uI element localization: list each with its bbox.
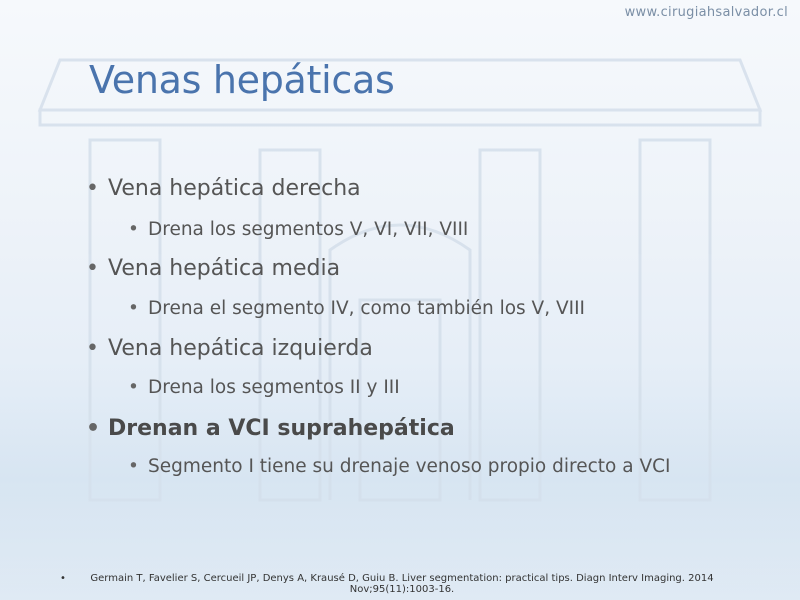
bullet-item [86,176,361,201]
bullet-icon: • [86,256,99,281]
bullet-label: Vena hepática izquierda [108,336,373,361]
bullet-label: Vena hepática derecha [108,176,361,201]
sub-bullet-label: Drena los segmentos II y III [148,377,400,398]
sub-bullet-label: Drena el segmento IV, como también los V, VIII [148,298,585,319]
bullet-icon: • [86,336,99,361]
slide-title: Venas hepáticas [89,58,395,102]
reference-text: Germain T, Favelier S, Cercueil JP, Denys A, Krausé D, Guiu B. Liver segmentation: practical tips. Diagn Interv Imaging. 2014 Nov;95(11):1003-16. [90,573,714,595]
bullet-label: Vena hepática media [108,256,341,281]
sub-bullet-label: Segmento I tiene su drenaje venoso propio directo a VCI [148,456,671,477]
bullet-icon: • [128,219,139,240]
sub-bullet-label: Drena los segmentos V, VI, VII, VIII [148,219,469,240]
bullet-icon: • [128,298,139,319]
bullet-icon: • [128,377,139,398]
bullet-icon: • [86,176,99,201]
bullet-icon: • [60,573,66,584]
bullet-icon: • [128,456,139,477]
bullet-item [86,416,455,441]
sub-bullet-item [128,219,468,240]
bullet-item [86,336,373,361]
bullet-item [86,256,340,281]
bullet-label: Drenan a VCI suprahepática [108,416,455,441]
reference-citation [60,573,740,595]
sub-bullet-item [128,377,400,398]
site-url: www.cirugiahsalvador.cl [624,5,788,20]
bullet-icon: • [86,416,101,441]
sub-bullet-item [128,456,670,477]
sub-bullet-item [128,298,585,319]
